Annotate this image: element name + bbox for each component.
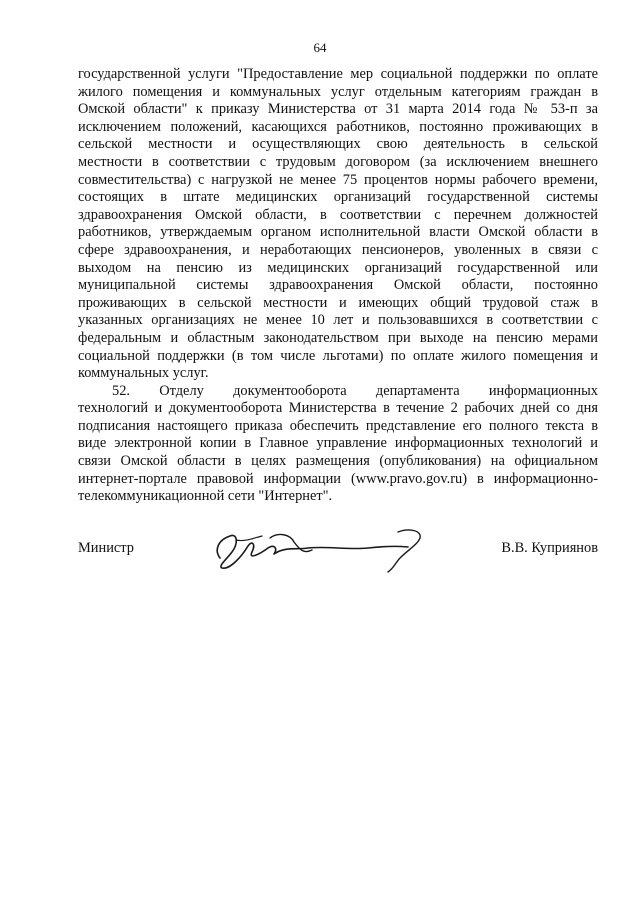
text-line: технологий и документооборота Министерства в течение 2 рабочих дней со дня [78,400,598,417]
position-title: Министр [78,540,134,556]
text-line: здравоохранения Омской области, в соответствии с перечнем должностей [78,206,598,223]
text-line: связи Омской области в целях размещения (опубликования) на официальном [78,453,598,470]
text-line: муниципальной системы здравоохранения Омской области, постоянно [78,277,598,294]
text-line: государственной услуги "Предоставление мер социальной поддержки по оплате [78,66,598,82]
text-line: подписания настоящего приказа обеспечить представление его полного текста в [78,417,598,434]
text-line: Омской области" к приказу Министерства от 31 марта 2014 года № 53-п за [78,101,598,118]
text-line: федеральным и областным законодательством при выходе на пенсию мерами [78,329,598,346]
text-line: телекоммуникационной сети "Интернет". [78,488,333,505]
document-body [78,66,598,506]
text-line: проживающих в сельской местности и имеющих общий трудовой стаж в [78,294,598,311]
text-line: местности в соответствии с трудовым договором (за исключением внешнего [78,153,598,170]
text-line: интернет-портале правовой информации (www.pravo.gov.ru) в информационно- [78,470,598,487]
text-line: совместительства) с нагрузкой не менее 75 процентов нормы рабочего времени, [78,171,598,188]
text-line: жилого помещения и коммунальных услуг отдельным категориям граждан в [78,83,598,100]
text-line: коммунальных услуг. [78,365,209,382]
signatory-name: В.В. Куприянов [501,540,598,556]
page-number: 64 [313,40,327,55]
text-line: указанных организациях не менее 10 лет и пользовавшихся в соответствии с [78,312,598,329]
text-line: виде электронной копии в Главное управление информационных технологий и [78,435,598,452]
text-line: сельской местности и осуществляющих свою деятельность в сельской [78,136,598,153]
handwritten-signature [208,520,458,580]
text-line: состоящих в штате медицинских организаций государственной системы [78,189,598,206]
text-line: сфере здравоохранения, и неработающих пенсионеров, уволенных в связи с [78,241,598,258]
text-line: социальной поддержки (в том числе льготами) по оплате жилого помещения и [78,347,598,364]
text-line: выходом на пенсию из медицинских организаций государственной или [78,259,598,276]
text-line: исключением положений, касающихся работников, постоянно проживающих в [78,118,598,135]
paragraph-52-first-line: 52. Отделу документооборота департамента информационных [112,382,598,399]
text-line: работников, утверждаемым органом исполнительной власти Омской области в [78,224,598,241]
signature-block [78,520,598,580]
